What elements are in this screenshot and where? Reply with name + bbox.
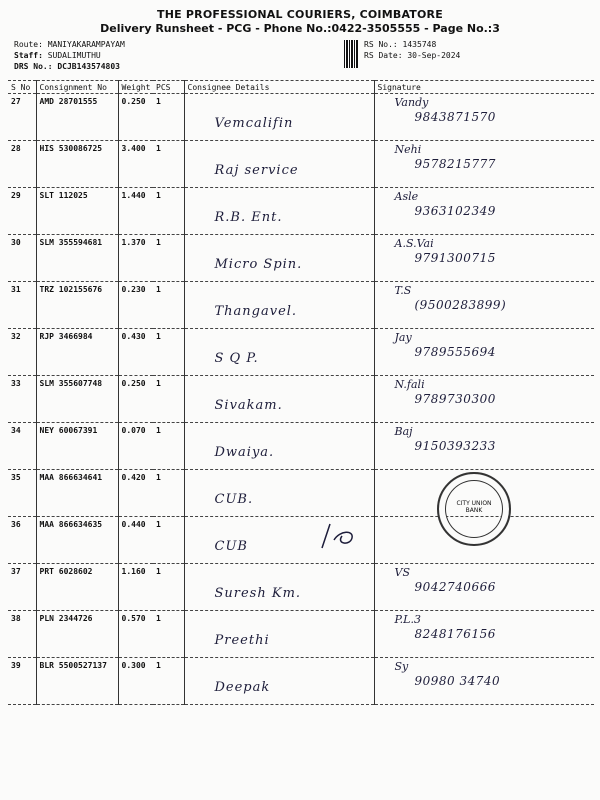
staff-value: SUDALIMUTHU xyxy=(47,51,101,60)
cell-sno: 28 xyxy=(8,141,36,188)
table-row xyxy=(8,235,594,282)
cell-pcs: 1 xyxy=(153,564,184,611)
cell-consignee xyxy=(184,235,374,282)
table-row xyxy=(8,141,594,188)
signature-handwriting: Jay xyxy=(394,331,412,344)
cell-pcs: 1 xyxy=(153,658,184,705)
cell-consignee xyxy=(184,470,374,517)
route-value: MANIYAKARAMPAYAM xyxy=(47,40,125,49)
cell-consignment: NEY 60067391 xyxy=(36,423,118,470)
signature-handwriting: P.L.3 xyxy=(394,613,421,626)
cell-pcs: 1 xyxy=(153,282,184,329)
cell-weight: 0.250 xyxy=(118,376,153,423)
cell-consignment: PRT 6028602 xyxy=(36,564,118,611)
header-weight: Weight xyxy=(118,81,153,94)
table-row xyxy=(8,376,594,423)
table-row xyxy=(8,188,594,235)
cell-sno: 38 xyxy=(8,611,36,658)
cell-consignee xyxy=(184,329,374,376)
table-row xyxy=(8,611,594,658)
cell-consignment: PLN 2344726 xyxy=(36,611,118,658)
phone-handwriting: 9578215777 xyxy=(414,157,496,171)
table-row xyxy=(8,423,594,470)
cell-consignee xyxy=(184,376,374,423)
cell-weight: 0.420 xyxy=(118,470,153,517)
cell-weight: 0.430 xyxy=(118,329,153,376)
table-row xyxy=(8,658,594,705)
cell-signature xyxy=(374,658,594,705)
cell-consignment: SLM 355607748 xyxy=(36,376,118,423)
cell-sno: 36 xyxy=(8,517,36,564)
staff-line: Staff: SUDALIMUTHU xyxy=(14,51,101,60)
cell-pcs: 1 xyxy=(153,517,184,564)
header-sno: S No xyxy=(8,81,36,94)
cell-pcs: 1 xyxy=(153,329,184,376)
cell-consignee xyxy=(184,658,374,705)
cell-sno: 29 xyxy=(8,188,36,235)
signature-handwriting: T.S xyxy=(394,284,412,297)
cell-consignee xyxy=(184,423,374,470)
drs-value: DCJB143574803 xyxy=(57,62,120,71)
signature-handwriting: Nehi xyxy=(394,143,422,156)
phone-handwriting: 9791300715 xyxy=(414,251,496,265)
company-title: THE PROFESSIONAL COURIERS, COIMBATORE xyxy=(157,8,443,21)
consignee-handwriting: Sivakam. xyxy=(214,398,283,413)
table-row xyxy=(8,564,594,611)
cell-consignee xyxy=(184,564,374,611)
consignee-handwriting: Thangavel. xyxy=(214,304,298,319)
cell-consignment: HIS 530086725 xyxy=(36,141,118,188)
cell-weight: 0.070 xyxy=(118,423,153,470)
rs-no-value: 1435748 xyxy=(402,40,437,49)
cell-sno: 37 xyxy=(8,564,36,611)
cell-sno: 27 xyxy=(8,94,36,141)
cell-consignment: BLR 5500527137 xyxy=(36,658,118,705)
cell-signature xyxy=(374,141,594,188)
cell-pcs: 1 xyxy=(153,423,184,470)
cell-signature xyxy=(374,188,594,235)
phone-handwriting: 90980 34740 xyxy=(414,674,501,688)
cell-weight: 0.570 xyxy=(118,611,153,658)
cell-signature xyxy=(374,376,594,423)
cell-pcs: 1 xyxy=(153,235,184,282)
cell-pcs: 1 xyxy=(153,188,184,235)
phone-handwriting: 9150393233 xyxy=(414,439,496,453)
cell-pcs: 1 xyxy=(153,470,184,517)
consignee-handwriting: Suresh Km. xyxy=(214,586,302,601)
rs-date-value: 30-Sep-2024 xyxy=(407,51,461,60)
header-consignee: Consignee Details xyxy=(184,81,374,94)
signature-handwriting: A.S.Vai xyxy=(394,237,434,250)
cell-signature xyxy=(374,564,594,611)
consignee-handwriting: Vemcalifin xyxy=(214,116,294,131)
phone-handwriting: (9500283899) xyxy=(414,298,507,312)
cell-signature xyxy=(374,235,594,282)
cell-weight: 1.370 xyxy=(118,235,153,282)
cell-signature xyxy=(374,423,594,470)
cell-signature xyxy=(374,611,594,658)
cell-sno: 32 xyxy=(8,329,36,376)
cell-consignment: MAA 866634635 xyxy=(36,517,118,564)
table-header-row xyxy=(8,81,594,94)
phone-handwriting: 9363102349 xyxy=(414,204,496,218)
cell-sno: 34 xyxy=(8,423,36,470)
cell-consignee xyxy=(184,188,374,235)
cell-signature xyxy=(374,282,594,329)
consignee-handwriting: R.B. Ent. xyxy=(214,210,283,225)
cell-consignment: SLM 355594681 xyxy=(36,235,118,282)
cell-signature xyxy=(374,94,594,141)
phone-handwriting: 9843871570 xyxy=(414,110,496,124)
cell-sno: 35 xyxy=(8,470,36,517)
rs-date-line: RS Date: 30-Sep-2024 xyxy=(364,51,461,60)
cell-consignee xyxy=(184,282,374,329)
cell-weight: 0.300 xyxy=(118,658,153,705)
consignee-handwriting: Preethi xyxy=(214,633,270,648)
cell-weight: 1.160 xyxy=(118,564,153,611)
consignee-handwriting: Deepak xyxy=(214,680,271,695)
table-row xyxy=(8,94,594,141)
cell-weight: 0.440 xyxy=(118,517,153,564)
handwritten-mark xyxy=(320,520,380,550)
signature-handwriting: N.fali xyxy=(394,378,425,391)
cell-sno: 31 xyxy=(8,282,36,329)
consignee-handwriting: Micro Spin. xyxy=(214,257,303,272)
consignee-handwriting: Raj service xyxy=(214,163,299,178)
cell-consignment: AMD 28701555 xyxy=(36,94,118,141)
barcode xyxy=(344,40,358,68)
signature-handwriting: Asle xyxy=(394,190,419,203)
consignee-handwriting: S Q P. xyxy=(214,351,259,366)
phone-handwriting: 9789730300 xyxy=(414,392,496,406)
cell-weight: 0.230 xyxy=(118,282,153,329)
cell-pcs: 1 xyxy=(153,611,184,658)
cell-sno: 39 xyxy=(8,658,36,705)
consignee-handwriting: CUB xyxy=(214,539,248,554)
cell-consignment: TRZ 102155676 xyxy=(36,282,118,329)
cell-signature xyxy=(374,329,594,376)
table-row xyxy=(8,282,594,329)
phone-handwriting: 9789555694 xyxy=(414,345,496,359)
route-line: Route: MANIYAKARAMPAYAM xyxy=(14,40,125,49)
cell-consignee xyxy=(184,141,374,188)
cell-weight: 0.250 xyxy=(118,94,153,141)
cell-consignment: RJP 3466984 xyxy=(36,329,118,376)
runsheet-subtitle: Delivery Runsheet - PCG - Phone No.:0422-3505555 - Page No.:3 xyxy=(100,22,500,35)
consignee-handwriting: Dwaiya. xyxy=(214,445,275,460)
cell-sno: 33 xyxy=(8,376,36,423)
cell-pcs: 1 xyxy=(153,141,184,188)
runsheet-table xyxy=(8,80,594,705)
cell-sno: 30 xyxy=(8,235,36,282)
cell-consignment: SLT 112025 xyxy=(36,188,118,235)
cell-consignee xyxy=(184,611,374,658)
header-pcs: PCS xyxy=(153,81,184,94)
header-signature: Signature xyxy=(374,81,594,94)
signature-handwriting: Baj xyxy=(394,425,413,438)
cell-weight: 3.400 xyxy=(118,141,153,188)
header-consignment: Consignment No xyxy=(36,81,118,94)
signature-handwriting: VS xyxy=(394,566,410,579)
cell-consignee xyxy=(184,94,374,141)
phone-handwriting: 9042740666 xyxy=(414,580,496,594)
bank-stamp xyxy=(437,472,511,546)
cell-pcs: 1 xyxy=(153,94,184,141)
phone-handwriting: 8248176156 xyxy=(414,627,496,641)
consignee-handwriting: CUB. xyxy=(214,492,254,507)
signature-handwriting: Sy xyxy=(394,660,409,673)
cell-consignment: MAA 866634641 xyxy=(36,470,118,517)
cell-weight: 1.440 xyxy=(118,188,153,235)
table-row xyxy=(8,329,594,376)
stamp-text: CITY UNION BANK xyxy=(456,500,492,514)
signature-handwriting: Vandy xyxy=(394,96,429,109)
cell-pcs: 1 xyxy=(153,376,184,423)
rs-no-line: RS No.: 1435748 xyxy=(364,40,437,49)
drs-line: DRS No.: DCJB143574803 xyxy=(14,62,120,71)
